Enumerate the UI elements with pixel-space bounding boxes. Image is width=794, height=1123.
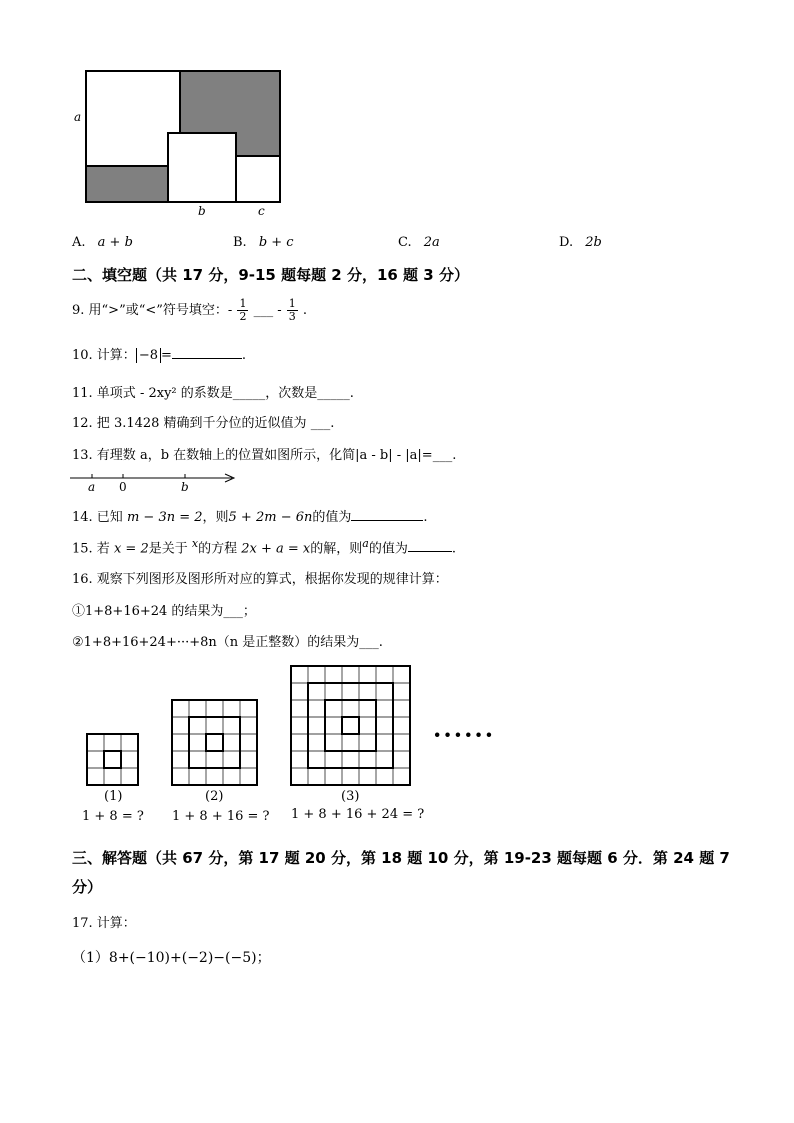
grid-ring [87,734,138,785]
q15-text-3: 的解，则 [310,541,363,557]
square-c [236,156,280,202]
question-16: 16. 观察下列图形及图形所对应的算式，根据你发现的规律计算： [72,572,448,587]
question-11: 11. 单项式 - 2xy² 的系数是_____，次数是_____. [72,386,354,401]
question-16-part-2: ②1+8+16+24+···+8n（n 是正整数）的结果为___. [72,635,383,650]
q15-variable-a: a [362,537,369,550]
q15-equation-1: x = 2 [113,541,149,557]
question-14 [72,506,428,525]
grid-ring [189,717,240,768]
option-a[interactable] [72,235,133,250]
q10-equals: = [160,348,172,363]
shaded-region-bottom-left [86,166,168,202]
q14-end: . [423,510,428,525]
option-b[interactable] [233,235,294,250]
q15-answer-blank[interactable] [408,539,452,552]
q15-text-1: 是关于 [148,541,188,557]
grid-formula-3: 1 + 8 + 16 + 24 = ? [291,807,425,822]
label-c: c [258,204,265,218]
option-value: 2a [423,235,440,250]
numberline-label-zero: 0 [119,480,127,494]
section-2-title: 二、填空题（共 17 分，9-15 题每题 2 分，16 题 3 分） [72,266,469,284]
option-letter: D. [559,235,574,250]
option-value: b + c [258,235,294,250]
grid-formula-1: 1 + 8 = ? [82,809,144,824]
q14-suffix: 的值为 [312,510,352,525]
question-17: 17. 计算： [72,916,136,931]
grid-figure-2 [171,699,259,787]
option-value: a + b [97,235,133,250]
q14-prefix: 14. 已知 [72,510,123,525]
square-b [168,133,236,202]
option-d[interactable] [559,235,602,250]
q9-blank: ___ - [253,303,282,318]
option-letter: A. [72,235,86,250]
rectangle-figure [70,66,290,221]
ellipsis: ······ [433,720,496,749]
q10-abs: −8 [136,348,161,363]
grid-label-3: (3) [341,789,360,804]
option-letter: C. [398,235,412,250]
q10-prefix: 10. 计算： [72,348,136,363]
q15-variable-x: x [191,537,199,550]
q15-end: . [451,541,456,557]
grid-figure-1 [86,733,140,787]
number-line [68,468,240,496]
question-13: 13. 有理数 a，b 在数轴上的位置如图所示，化简|a - b| - |a|=___. [72,448,457,463]
section-3-title-line-2: 分） [72,878,103,896]
square-a [86,71,180,166]
q9-suffix: . [302,303,308,318]
question-9 [72,294,307,328]
q15-text-2: 的方程 [198,541,238,557]
q14-equation: m − 3n = 2 [126,510,203,525]
grid-ring [308,683,393,768]
q14-expression: 5 + 2m − 6n [228,510,313,525]
q9-prefix: 9. 用“>”或“<”符号填空：- [72,303,233,318]
question-16-part-1: ①1+8+16+24 的结果为___； [72,604,256,619]
label-a: a [74,110,82,124]
section-3-title-line-1: 三、解答题（共 67 分，第 17 题 20 分，第 18 题 10 分，第 19-23 题每题 6 分．第 24 题 7 [72,849,730,867]
q15-equation-2: 2x + a = x [241,541,311,557]
option-value: 2b [585,235,602,250]
grid-figure-3 [290,665,412,787]
grid-ring [325,700,376,751]
numberline-label-b: b [181,480,189,494]
q10-answer-blank[interactable] [172,346,242,359]
question-12: 12. 把 3.1428 精确到千分位的近似值为 ___. [72,416,335,431]
question-15 [72,537,456,556]
label-b: b [198,204,206,218]
question-10 [72,344,246,363]
numberline-label-a: a [88,480,96,494]
grid-ring [172,700,257,785]
q15-prefix: 15. 若 [72,541,110,557]
grid-label-1: (1) [104,789,123,804]
grid-ring [206,734,223,751]
option-letter: B. [233,235,247,250]
grid-formula-2: 1 + 8 + 16 = ? [172,809,270,824]
question-17-part-1: （1）8+(−10)+(−2)−(−5)； [72,950,271,966]
grid-ring [342,717,359,734]
grid-ring [104,751,121,768]
q14-answer-blank[interactable] [351,508,423,521]
grid-label-2: (2) [205,789,224,804]
fraction-one-third: $\frac{1}{3}$ [288,297,296,323]
q15-text-4: 的值为 [368,541,408,557]
option-c[interactable] [398,235,440,250]
fraction-one-half: $\frac{1}{2}$ [239,297,247,323]
q10-end: . [241,348,247,363]
q14-mid: ，则 [202,510,229,525]
